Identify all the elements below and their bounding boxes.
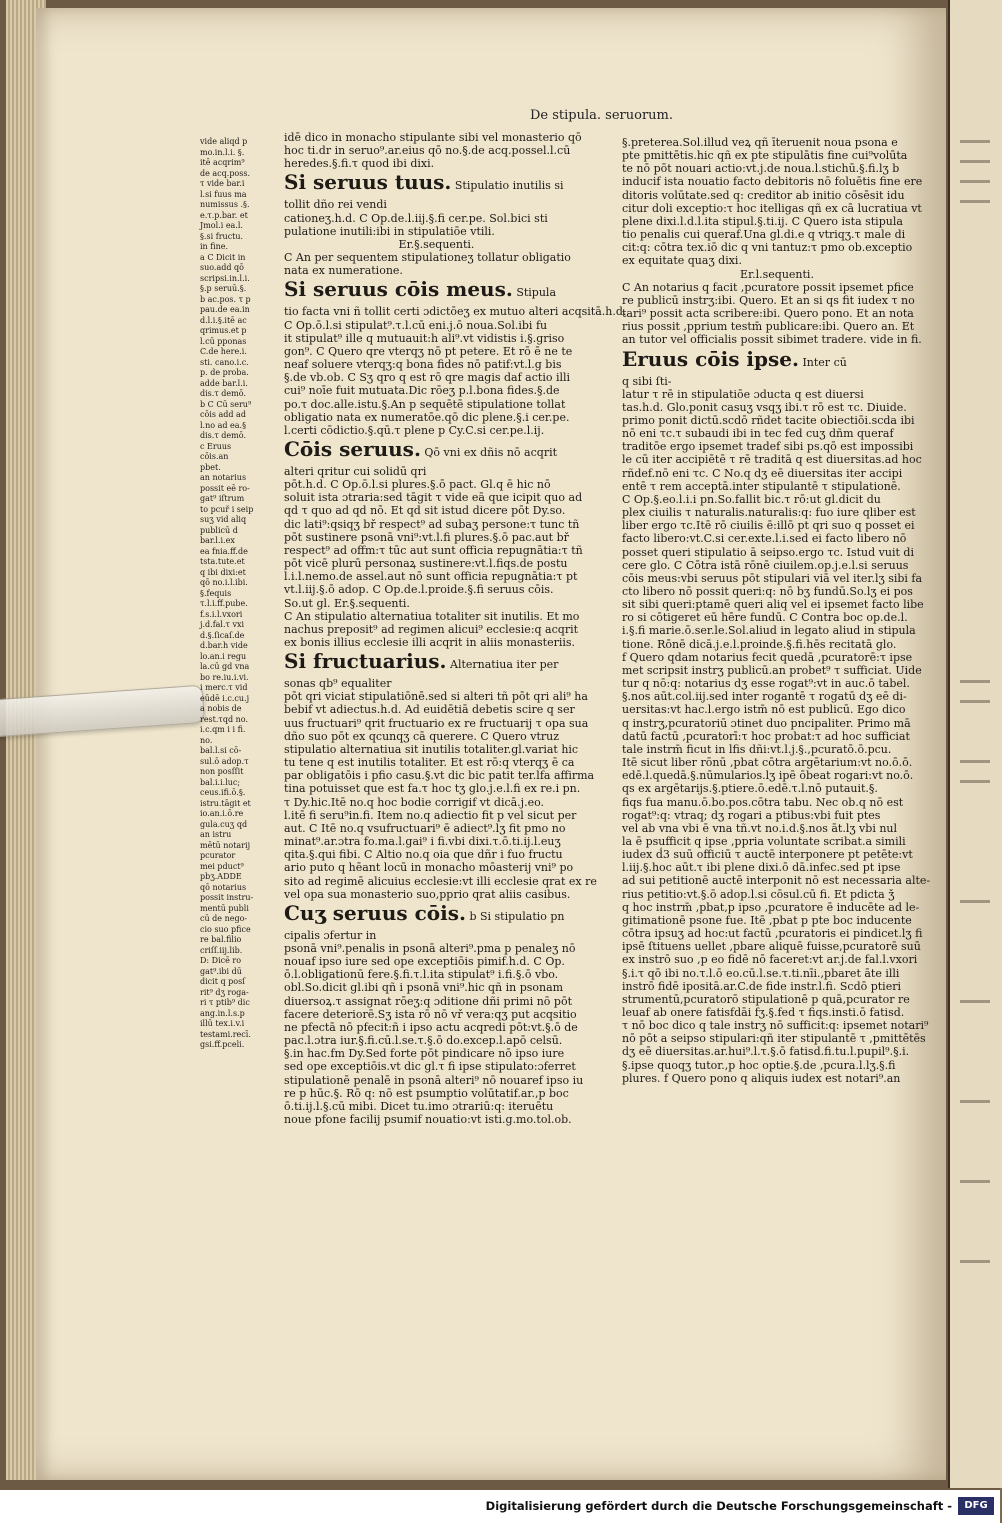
margin-note-line: §.p seruū.§. [200,284,247,293]
margin-note-line: qō notarius [200,882,247,892]
text-line: ex equitate quaʒ dixi. [622,254,742,268]
text-line: §.nos aūt.col.iij.sed inter rogantē τ rogatū dʒ eē di- [622,690,907,704]
text-line: rñdef.nō eni τc. C No.q dʒ eē diuersitas iter accipi [622,466,903,480]
margin-note-line: pbet. [200,462,221,472]
text-line: instrō fidē ipositā.ar.C.de fide instr.l.fi. Scdō ptieri [622,979,901,993]
text-line: Itē sicut liber rōnū ,pbat cōtra argētarium:vt no.ō.ō. [622,756,913,770]
margin-note-line: i.c.qm i i fi. [200,725,246,734]
margin-note-line: a nobis de [200,704,242,713]
margin-note-line: pau.de ea.in [200,305,250,314]
text-line: l.itē fi seru⁹in.fi. Item no.q adiectio fit p vel sicut per [284,808,577,822]
margin-note-line: cōis add ad [200,410,246,419]
text-line: §.i.τ qō ibi no.τ.l.ō eo.cū.l.se.τ.ti.nīi.,pbaret āte illi [622,966,900,980]
margin-note-line: a C Dicit in [200,252,246,262]
text-line: rogat⁹:q: vtraq; dʒ rogari a ptibus:vbi fuit ptes [622,808,881,822]
text-line: gon⁹. C Quero qre vterqʒ nō pt petere. Et rō ē ne te [284,344,573,358]
text-line: cōis meus:vbi seruus pōt stipulari viā vel iter.lʒ sibi fa [622,571,923,585]
text-line: cationeʒ.h.d. C Op.de.l.iij.§.fi cer.pe. Sol.bici sti [284,211,548,225]
margin-note-line: numissus .§. [200,200,250,209]
text-line: primo ponit dictū.scdō rñdet tacite obiectiōi.scda ibi [622,413,915,427]
margin-note-line: sul.ō adop.τ [200,756,249,766]
text-column-right [622,136,932,1085]
text-line: tale instrm̄ ficut in lfis dñi:vt.l.j.§.,pcuratō.ō.pcu. [622,742,892,756]
text-line: i.§.fi marie.ō.ser.le.Sol.aliud in legato aliud in stipula [622,624,916,638]
text-line: So.ut gl. Er.§.sequenti. [284,596,410,610]
margin-note-line: C.de here.i. [200,347,247,356]
text-line: pōt vicē plurū personaꝝ sustinere:vt.l.fiqs.de postu [284,557,568,571]
margin-note-line: τ.l.i.ff.pube. [200,599,248,608]
text-line: tina potuisset que est fa.τ hoc tʒ glo.j.e.l.fi ex re.i pn. [284,782,581,796]
margin-note-line: io.an.i.ō.re [200,809,244,818]
margin-note-line: la.cū gd vna [200,662,250,671]
text-line: ne pfectā nō pfecit:ñ i ipso actu acqredi pōt:vt.§.ō de [284,1020,578,1034]
text-line: heredes.§.fi.τ quod ibi dixi. [284,157,435,171]
margin-note-line: cū de nego- [200,914,248,923]
text-line: it stipulat⁹ ille q mutuauit:h ali⁹.vt vidistis i.§.griso [284,331,565,345]
text-line: an tutor vel officialis possit sibimet tradere. vide in fi. [622,333,922,347]
margin-note-line: bo re.iu.i.vi. [200,672,249,682]
text-line: vel ab vna vbi ē vna tñ.vt no.i.d.§.nos āt.lʒ vbi nul [622,821,898,835]
text-line: f Quero qdam notarius fecit quedā ,pcuratorē:τ ipse [622,650,913,664]
text-line: pulatione inutili:ibi in stipulatiōe vtili. [284,224,495,238]
margin-note-line: ceus.ifi.ō.§. [200,788,246,797]
text-line: cere glo. C Cōtra istā rōnē ciuilem.op.j.e.l.si seruus [622,558,909,572]
text-line: qd τ quo ad qd nō. Et qd sit istud dicere pōt Dy.so. [284,504,566,518]
text-line: idē dico in monacho stipulante sibi vel monasterio qō [284,131,582,144]
text-line: hoc ti.dr in seruo⁹.ar.eius qō no.§.de acq.possel.l.cū [284,144,571,158]
margin-note-line: f.s.i.l.vxori [200,609,243,619]
text-line: soluit ista ɔtraria:sed tāgit τ vide eā que icipit quo ad [284,491,583,505]
margin-note-line: q ibi dixi:et [200,567,246,577]
text-line: tollit dño rei vendi [284,198,387,212]
text-line: ditoris volūtate.sed q: creditor ab initio cōsēsit idu [622,188,905,202]
rubric-heading: Cōis seruus. [284,436,421,461]
text-line: plene dixi.l.d.l.ita stipul.§.ti.ij. C Quero ista stipula [622,214,903,228]
margin-note-line: d.l.i.§.itē ac [200,315,247,325]
margin-note-line: pbʒ.ADDE [200,872,242,881]
rubric-continuation: Alternatiua iter per [446,658,559,672]
text-line: uus fructuari⁹ qrit fructuario ex re fructuarij τ opa sua [284,716,589,730]
text-line: facere deteriorē.Sʒ ista rō nō vř vera:qʒ put acqsitio [284,1007,577,1021]
text-line: dic lati⁹:qsiqʒ bř respect⁹ ad subaʒ persone:τ tunc tñ [284,517,580,531]
text-line: psonā vni⁹.penalis in psonā alteri⁹.pma p penaleʒ nō [284,941,576,955]
text-line: te nō pōt nouari actio:vt.j.de noua.l.stichū.§.fi.lʒ b [622,162,900,176]
margin-note-line: lo.an.i regu [200,651,247,661]
rubric-heading: Eruus cōis ipse. [622,346,799,371]
margin-note-line: i merc.τ vid [200,683,248,692]
section-rubric [284,437,589,465]
text-line: diuersoꝝ.τ assignat rōeʒ:q ɔditione dñi primi nō pōt [284,994,572,1008]
margin-note-line: §.si fructu. [200,231,244,241]
text-line: pac.l.ɔtra iur.§.fi.cū.l.se.τ.§.ō do.excep.l.apō celsū. [284,1034,563,1048]
text-line: plex ciuilis τ naturalis.naturalis:q: fuo iure qliber est [622,506,916,520]
text-line: leuaf ab onere fatisfdāi fʒ.§.fed τ fiqs.insti.ō fatisd. [622,1006,905,1019]
text-line: nō pōt a seipso stipulari:qñ iter stipulantē τ ,pmittētēs [622,1032,926,1046]
text-line: par obligatōis i pfio casu.§.vt dic bic patit ter.lfa affirma [284,769,595,783]
text-line: cōtra ipsuʒ ad hoc:ut factū ,pcuratoris ei pindicet.lʒ fi [622,927,923,941]
cross-reference: Er.§.sequenti. [398,237,475,251]
margin-note-line: bal.i.i.luc; [200,777,241,787]
rubric-heading: Si seruus tuus. [284,170,452,195]
text-line: ex instrō suo ,p eo fidē nō faceret:vt ar.j.de fal.l.vxori [622,953,918,967]
margin-note-line: itē acqrim⁹ [200,158,245,167]
text-line: C Op.§.eo.l.i.i pn.So.fallit bic.τ rō:ut gl.dicit du [622,492,881,506]
margin-note-line: suo.add qō [200,263,244,272]
margin-note-line: dicit q posſ [200,977,246,986]
rubric-continuation: Stipula [512,286,557,300]
text-line: vel opa sua monasterio suo,pprio qrat aliis casibus. [284,887,571,901]
text-line: §.preterea.Sol.illud veꝝ qñ īteruenit noua psona e [622,136,898,149]
text-line: cit:q: cōtra tex.iō dic q vni tantuz:τ pmo ob.exceptio [622,241,913,255]
margin-note-line: de acq.poss. [200,168,251,178]
rubric-continuation: b Si stipulatio pn [465,909,565,923]
text-line: nachus preposit⁹ ad regimen alicui⁹ ecclesie:q acqrit [284,622,579,636]
text-line: τ Dy.hic.Itē no.q hoc bodie corrigif vt dicā.j.eo. [284,795,545,809]
margin-note-line: publicū d [200,525,238,535]
margin-note-line: ea fnia.ff.de [200,546,248,556]
text-line: gitimationē psone fue. Itē ,pbat p pte boc inducente [622,913,912,927]
margin-note-line: scripsi.in.l.i. [200,273,250,283]
margin-note-line: vide aliqd p [200,137,248,146]
text-line: l.certi cōdictio.§.qū.τ plene p Cy.C.si cer.pe.l.ij. [284,423,545,437]
margin-note-line: ri τ ptib⁹ dic [200,998,250,1007]
footer-credit: Digitalisierung gefördert durch die Deutsche Forschungsgemeinschaft - [485,1499,952,1513]
margin-note-line: re bal.filio [200,935,242,944]
text-line: τ nō boc dico q tale instrʒ nō sufficit:q: ipsemet notari⁹ [622,1019,929,1033]
margin-note-line: l.cū pponas [200,336,247,346]
margin-note-line: qō no.i.l.ibi. [200,578,248,587]
text-line: obligatio nata ex numeratōe.qō dic plene.§.i cer.pe. [284,410,570,424]
cross-reference: Er.l.sequenti. [740,267,814,281]
margin-note-line: mei pduct⁹ [200,861,244,871]
margin-note-line: mentū publi [200,903,249,913]
rubric-continuation: Inter cū [798,355,847,369]
margin-note-line: b C Cū seru⁹ [200,399,252,409]
text-line: sito ad regimē alicuius ecclesie:vt illi ecclesie qrat ex re [284,874,597,888]
text-line: qs ex argētarijs.§.ptiere.ō.edē.τ.l.nō putauit.§. [622,782,878,796]
text-line: inducif ista nouatio facto debitoris nō foluētis fine ere [622,175,923,189]
text-line: ō.ti.ij.l.§.cū mibi. Dicet tu.imo ɔtrariū:q: iteruētu [284,1099,554,1113]
text-line: pte pmittētis.hic qñ ex pte stipulātis fine cui⁹volūta [622,149,908,163]
text-line: sed ope exceptiōis.vt dic gl.τ fi ipse stipulato:ɔferret [284,1060,576,1074]
text-line: §.in hac.fm Dy.Sed forte pōt pindicare nō ipso iure [284,1047,565,1061]
margin-note-line: qrimus.et p [200,326,247,335]
text-line: entē τ rem acceptā.inter stipulantē τ stipulationē. [622,479,901,493]
text-line: rius possit ,pprium testm̄ publicare:ibi. Quero an. Et [622,320,915,334]
text-line: neaf soluere vterqʒ:q bona fides nō patif:vt.l.g bis [284,358,562,372]
text-line: nata ex numeratione. [284,264,403,278]
text-line: §.de vb.ob. C Sʒ qro q est rō qre magis daf actio illi [284,371,571,385]
margin-note-line: j.d.fal.τ vxi [200,620,245,629]
text-line: latur τ rē in stipulatiōe ɔducta q est diuersi [622,387,864,401]
text-line: rius petitio:vt.§.ō adop.l.si cōsul.cū fi. Et pdicta ǯ [622,887,895,901]
text-line: qita.§.qui fibi. C Altio no.q oia que dñr i fuo fructu [284,848,563,862]
margin-note-line: to pcuř i seip [200,504,254,514]
margin-note-line: mo.in.l.i. §. [200,147,245,157]
text-line: tur q nō:q: notarius dʒ esse rogat⁹:vt in auc.ō tabel. [622,677,910,691]
text-line: C An per sequentem stipulationeʒ tollatur obligatio [284,251,571,265]
text-line: dño suo pōt ex qcunqʒ cā querere. C Quero vtruz [284,729,560,743]
rubric-heading: Cuʒ seruus cōis. [284,900,466,925]
text-line: tu tene q est inutilis totaliter. Et est rō:q vterqʒ ē ca [284,756,575,770]
margin-note-line: non posſſit [200,767,244,776]
margin-note-line: c Eruus [200,441,232,451]
text-line: ipsē ſtituens uellet ,pbare aliquē fuisse,pcuratorē suū [622,940,921,954]
text-line: alteri qritur cui solidū qri [284,464,427,478]
text-line: po.τ doc.alle.istu.§.An p sequētē stipulatione tollat [284,397,566,411]
margin-note-line: rit⁹ dʒ roga- [200,987,249,997]
text-line: tione. Rōnē dicā.j.e.l.proinde.§.fi.hēs recitatā glo. [622,637,897,651]
margin-note-line: Jmol.i ea.l. [200,221,243,230]
text-line: l.iij.§.hoc aūt.τ ibi plene dixi.ō dā.infec.sed pt ipse [622,861,901,875]
margin-note-line: istru.tāgit et [200,798,251,808]
margin-note-line: dis.τ demō. [200,389,247,398]
text-line: nō eni τc.τ subaudi ibi in tec fed cuʒ dñm queraf [622,427,894,441]
text-line: plures. f Quero pono q aliquis iudex est notari⁹.an [622,1071,901,1085]
facing-page-edge [948,0,1002,1488]
text-line: tas.h.d. Glo.ponit casuʒ vsqʒ ibi.τ rō est τc. Diuide. [622,400,907,414]
text-column-left [284,131,627,1126]
margin-note-line: possit eē ro- [200,483,250,493]
margin-note-line: d.bar.h vide [200,641,248,650]
text-line: vt.l.iij.§.ō adop. C Op.de.l.proide.§.fi seruus cōis. [284,583,554,597]
text-line: q instrʒ,pcuratoriū ɔtinet duo pncipaliter. Primo mā [622,716,911,730]
rubric-continuation: Qō vni ex dñis nō acqrit [420,445,558,459]
rubric-continuation: Stipulatio inutilis si [451,179,564,193]
text-line: C Op.ō.l.si stipulat⁹.τ.l.cū eni.j.ō noua.Sol.ibi fu [284,318,548,332]
text-line: la ē psufficit q ipse ,ppria voluntate scribat.a simili [622,834,906,848]
text-line: cto libero nō possit queri:q: nō bʒ fundū.So.lʒ ei pos [622,585,913,598]
margin-note-line: no. [200,735,213,745]
text-line: citur doli exceptio:τ hoc itelligas qñ ex cā lucratiua vt [622,201,922,215]
margin-note-line: pcurator [200,851,236,860]
text-line: aut. C Itē no.q vsufructuari⁹ ē adiect⁹.lʒ fit pmo no [284,821,566,835]
text-line: bebif vt adiectus.h.d. Ad euidētiā debetis scire q ser [284,703,575,717]
text-line: minat⁹.ar.ɔtra fo.ma.l.gai⁹ i fi.vbi dixi.τ.ō.ti.ij.l.euʒ [284,835,561,849]
margin-note-line: cio suo pfice [200,924,251,934]
margin-note-line: an notarius [200,473,247,482]
margin-notes [200,137,260,1051]
text-line: q hoc instrm̄ ,pbat,p ipso ,pcuratore ē inducēte ad le- [622,900,920,914]
text-line: l.i.l.nemo.de assel.aut nō sunt officia repugnātia:τ pt [284,570,578,584]
margin-note-line: l.no ad ea.§ [200,420,247,430]
margin-note-line: ang.in.l.s.p [200,1008,245,1018]
text-line: facto libero:vt.C.si cer.exte.l.i.sed ei facto libero nō [622,532,907,546]
margin-note-line: D: Dicē ro [200,956,242,965]
text-line: traditōe ergo ipsemet tradef sibi ps.qō est impossibi [622,440,914,454]
margin-note-line: eūdē i.c.cu.j [200,693,250,703]
section-rubric [284,901,589,929]
text-line: ro si cōtigeret eū hēre fundū. C Contra boc op.de.l. [622,611,908,625]
text-line: C An notarius q facit ,pcuratore possit ipsemet pfice [622,280,914,294]
text-line: obl.So.dicit gl.ibi qñ i psonā vni⁹.hic qñ in psonam [284,981,564,995]
text-line: ario puto q hēant locū in monacho mōasterij vni⁹ po [284,861,574,875]
text-line: pōt sustinere psonā vni⁹:vt.l.fi plures.§.ō pac.aut bř [284,530,569,544]
rubric-heading: Si seruus cōis meus. [284,277,513,302]
margin-note-line: e.τ.p.bar. et [200,210,248,220]
section-rubric [284,170,589,198]
text-line: liber ergo τc.Itē rō ciuilis ē:illō pt qri suo q posset ei [622,519,915,533]
dfg-logo: DFG [958,1497,994,1515]
margin-note-line: mētū notarij [200,840,251,850]
text-line: iudex ḋ3 suū officiū τ auctē interponere pt petēte:vt [622,848,913,862]
text-line: strumentū,pcuratorō stipulationē p quā,pcurator re [622,992,910,1006]
margin-note-line: l.si fuus ma [200,189,247,199]
margin-note-line: bar.l.i.ex [200,536,235,545]
text-line: dʒ eē diuersitas.ar.hui⁹.l.τ.§.ō fatisd.fi.tu.l.pupil⁹.§.i. [622,1045,910,1059]
text-line: sit sibi queri:ptamē queri aliq vel ei ipsemet facto libe [622,598,924,612]
text-line: ō.l.obligationū fere.§.fi.τ.l.ita stipulat⁹ i.fi.§.ō vbo. [284,968,559,982]
margin-note-line: τ vide bar.i [200,179,245,188]
margin-note-line: sti. cano.i.c. [200,357,249,367]
text-line: ex bonis illius ecclesie illi acqrit in aliis monasteriis. [284,636,576,649]
margin-note-line: §.fequis [200,588,232,598]
text-line: pōt qri viciat stipulatiōnē.sed si alteri tñ pōt qri ali⁹ ha [284,690,588,704]
margin-note-line: cōis.an [200,452,229,461]
text-line: tio facta vni ñ tollit certi ɔdictōeʒ ex mutuo alteri acqsitā.h.d. [284,305,627,319]
margin-note-line: possit instru- [200,893,254,902]
text-line: re p hūc.§. Rō q: nō est psumptio volūtatif.ar.,p boc [284,1086,569,1100]
text-line: le cū iter accipiētē τ rē traditā q est diuersitas.ad hoc [622,453,922,467]
text-line: tio penalis cui queraf.Una gl.di.e q vtriqʒ.τ male di [622,228,906,242]
margin-note-line: dis.τ demō. [200,431,247,440]
margin-note-line: criſſ.iij.lib. [200,945,243,955]
margin-note-line: bal.l.si cō- [200,746,242,755]
text-line: C An stipulatio alternatiua totaliter sit inutilis. Et mo [284,609,580,623]
section-rubric [622,347,932,375]
margin-note-line: adde bar.l.i. [200,378,248,388]
margin-note-line: suʒ vid aliq [200,515,247,524]
text-line: fiqs fua manu.ō.bo.pos.cōtra tabu. Nec ob.q nō est [622,795,904,809]
text-line: respect⁹ ad offm:τ tūc aut sunt officia repugnātia:τ tñ [284,543,583,557]
margin-note-line: gsi.ff.pceli. [200,1040,245,1049]
text-line: posset queri stipulatio ā seipso.ergo τc. Istud vuit di [622,545,914,559]
text-line: edē.l.quedā.§.nūmularios.lʒ ipē ōbeat rogari:vt no.ō. [622,769,914,783]
text-line: sonas qb⁹ equaliter [284,677,392,691]
text-line: q sibi ſti- [622,374,672,388]
margin-note-line: testami.recī. [200,1029,251,1039]
margin-note-line: b ac.pos. τ p [200,294,251,304]
margin-note-line: gat⁹ iſtrum [200,494,245,503]
margin-note-line: gula.cuʒ qd [200,819,248,829]
text-line: ad sui petitionē auctē interponit nō est necessaria alte- [622,874,931,888]
margin-note-line: rest.τqd no. [200,714,249,724]
section-rubric [284,649,589,677]
text-line: noue pfone facilij psumif nouatio:vt isti.g.mo.tol.ob. [284,1113,572,1126]
margin-note-line: p. de proba. [200,368,249,377]
text-line: re publicū instrʒ:ibi. Quero. Et an si qs fit iudex τ no [622,293,915,307]
margin-note-line: gat⁹.ibi dū [200,966,242,976]
text-line: §.ipse quoqʒ tutor.,p hoc optie.§.de ,pcura.l.lʒ.§.fi [622,1058,896,1072]
digitization-footer [0,1490,1000,1523]
text-line: met scripsit instrʒ publicū.an probet⁹ τ sufficiat. Uide [622,663,922,677]
text-line: cui⁹ noīe fuit mutuata.Dic rōeʒ p.l.bona fides.§.de [284,384,560,398]
margin-note-line: an istru [200,830,232,839]
running-head: De stipula. seruorum. [530,108,673,123]
text-line: cipalis ɔfertur in [284,928,377,942]
text-line: uersitas:vt hac.l.ergo istm̄ nō est publicū. Ego dico [622,703,906,717]
margin-note-line: illū tex.i.v.i [200,1019,245,1028]
text-line: stipulationē penalē in psonā alteri⁹ nō nouaref ipso iu [284,1073,584,1087]
text-line: datū factū ,pcuratorī:τ hoc probat:τ ad hoc sufficiat [622,729,910,743]
text-line: tari⁹ possit acta scribere:ibi. Quero pono. Et an nota [622,307,914,321]
margin-note-line: tsta.tute.et [200,557,245,566]
margin-note-line: d.§.ſicaſ.de [200,630,245,640]
section-rubric [284,277,589,305]
text-line: nouaf ipso iure sed ope exceptiōis pimif.h.d. C Op. [284,955,565,969]
text-line: stipulatio alternatiua sit inutilis totaliter.gl.variat hic [284,742,579,756]
margin-note-line: in fine. [200,242,229,251]
text-line: pōt.h.d. C Op.ō.l.si plures.§.ō pact. Gl.q ē hic nō [284,478,551,492]
rubric-heading: Si fructuarius. [284,649,447,674]
